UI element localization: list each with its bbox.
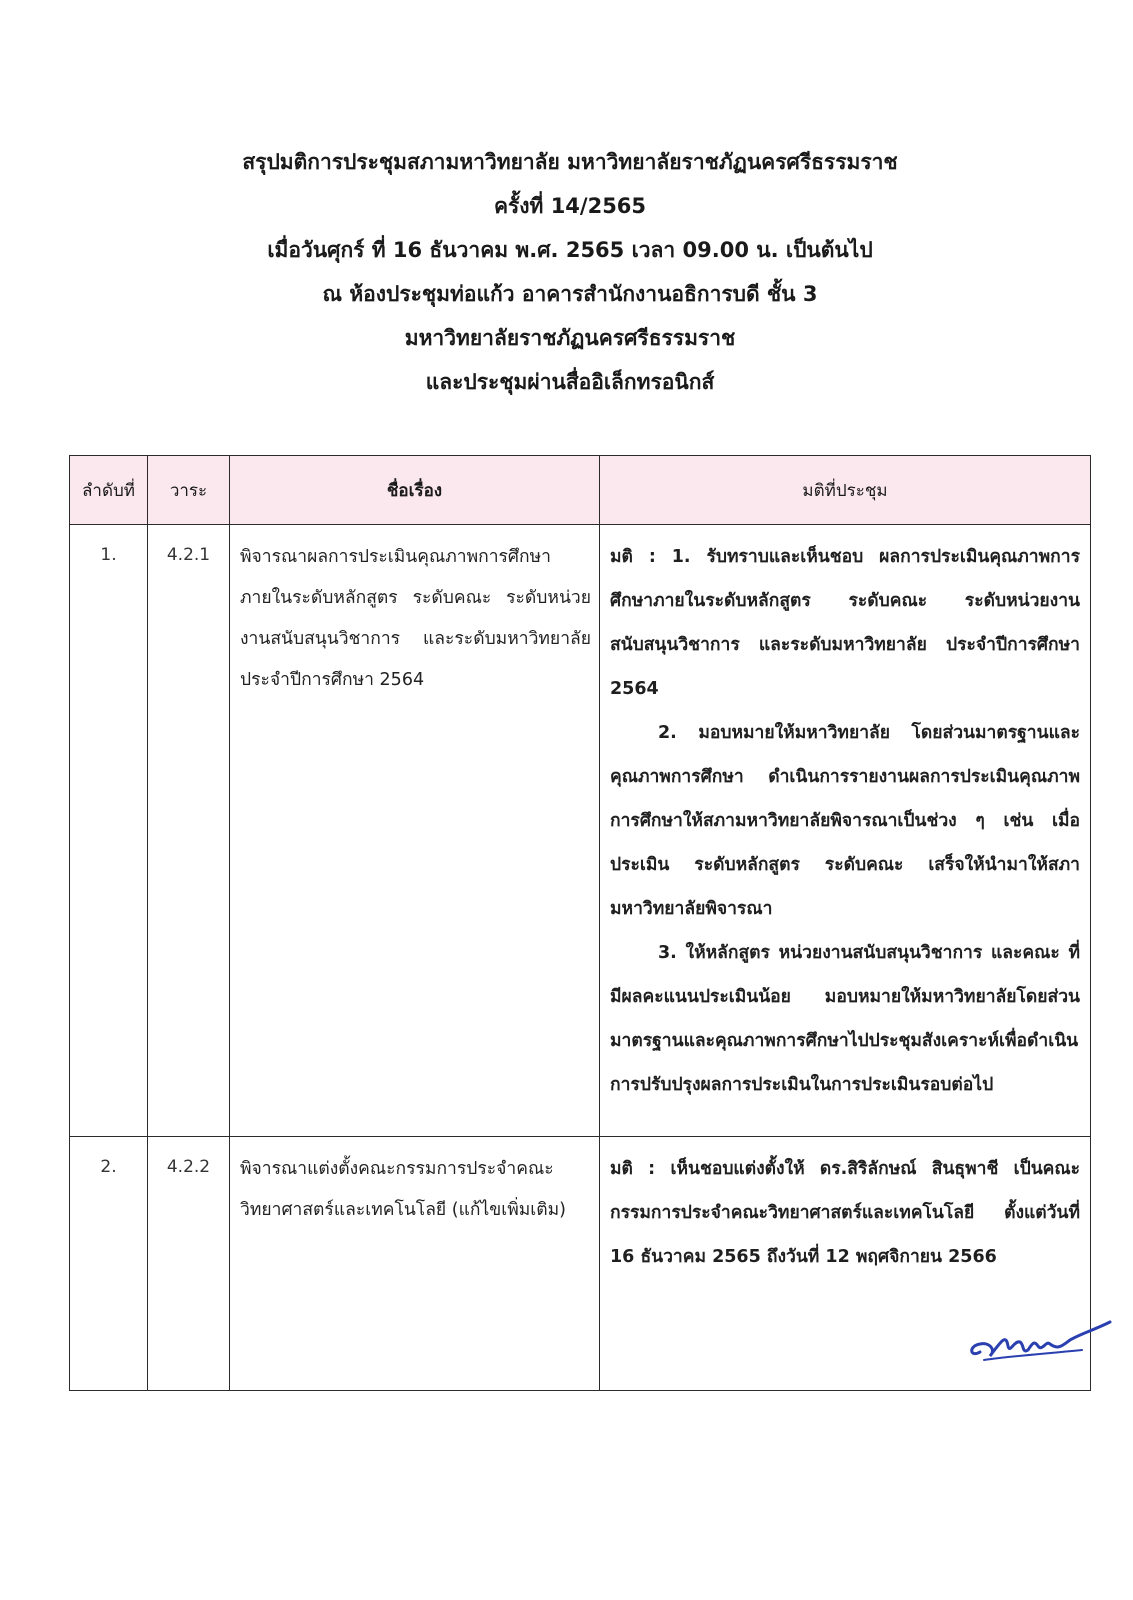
row-title: พิจารณาแต่งตั้งคณะกรรมการประจำคณะวิทยาศาสตร์และเทคโนโลยี (แก้ไขเพิ่มเติม) xyxy=(230,1137,600,1391)
signature-stroke xyxy=(972,1322,1110,1356)
header-resolution: มติที่ประชุม xyxy=(600,456,1091,525)
header-title: สรุปมติการประชุมสภามหาวิทยาลัย มหาวิทยาลัยราชภัฏนครศรีธรรมราช xyxy=(242,150,898,174)
header-no: ลำดับที่ xyxy=(70,456,148,525)
table-row xyxy=(70,525,1091,1137)
header-agenda: วาระ xyxy=(148,456,230,525)
header-title: ชื่อเรื่อง xyxy=(230,456,600,525)
resolution-item: 2. มอบหมายให้มหาวิทยาลัย โดยส่วนมาตรฐานและคุณภาพการศึกษา ดำเนินการรายงานผลการประเมินคุณภาพการศึกษาให้สภามหาวิทยาลัยพิจารณาเป็นช่วง ๆ เช่น เมื่อประเมิน ระดับหลักสูตร ระดับคณะ เสร็จให้นำมาให้สภามหาวิทยาลัยพิจารณา xyxy=(610,723,1080,919)
header-venue: ณ ห้องประชุมท่อแก้ว อาคารสำนักงานอธิการบดี ชั้น 3 xyxy=(322,282,818,306)
signature-underline xyxy=(984,1350,1082,1360)
resolution-item: มติ : 1. รับทราบและเห็นชอบ ผลการประเมินคุณภาพการศึกษาภายในระดับหลักสูตร ระดับคณะ ระดับหน่วยงานสนับสนุนวิชาการ และระดับมหาวิทยาลัย ประจำปีการศึกษา 2564 xyxy=(610,547,1080,699)
table-row xyxy=(70,1137,1091,1391)
row-title: พิจารณาผลการประเมินคุณภาพการศึกษาภายในระดับหลักสูตร ระดับคณะ ระดับหน่วยงานสนับสนุนวิชาการ และระดับมหาวิทยาลัย ประจำปีการศึกษา 2564 xyxy=(230,525,600,1137)
row-agenda: 4.2.1 xyxy=(148,525,230,1137)
resolution-item: 3. ให้หลักสูตร หน่วยงานสนับสนุนวิชาการ และคณะ ที่มีผลคะแนนประเมินน้อย มอบหมายให้มหาวิทยาลัยโดยส่วนมาตรฐานและคุณภาพการศึกษาไปประชุมสังเคราะห์เพื่อดำเนินการปรับปรุงผลการประเมินในการประเมินรอบต่อไป xyxy=(610,943,1080,1095)
header-online: และประชุมผ่านสื่ออิเล็กทรอนิกส์ xyxy=(425,370,715,394)
resolutions-table xyxy=(69,455,1091,1391)
row-agenda: 4.2.2 xyxy=(148,1137,230,1391)
header-session: ครั้งที่ 14/2565 xyxy=(493,194,647,218)
resolution-item: มติ : เห็นชอบแต่งตั้งให้ ดร.สิริลักษณ์ สินธุพาชี เป็นคณะกรรมการประจำคณะวิทยาศาสตร์และเทคโนโลยี ตั้งแต่วันที่ 16 ธันวาคม 2565 ถึงวันที่ 12 พฤศจิกายน 2566 xyxy=(610,1159,1080,1267)
header-date: เมื่อวันศุกร์ ที่ 16 ธันวาคม พ.ศ. 2565 เวลา 09.00 น. เป็นต้นไป xyxy=(267,238,873,262)
row-number: 1. xyxy=(70,525,148,1137)
handwritten-signature xyxy=(962,1310,1112,1370)
document-header xyxy=(120,140,1020,404)
table-header-row xyxy=(70,456,1091,525)
row-resolution xyxy=(600,525,1091,1137)
header-university: มหาวิทยาลัยราชภัฏนครศรีธรรมราช xyxy=(404,326,736,350)
row-number: 2. xyxy=(70,1137,148,1391)
